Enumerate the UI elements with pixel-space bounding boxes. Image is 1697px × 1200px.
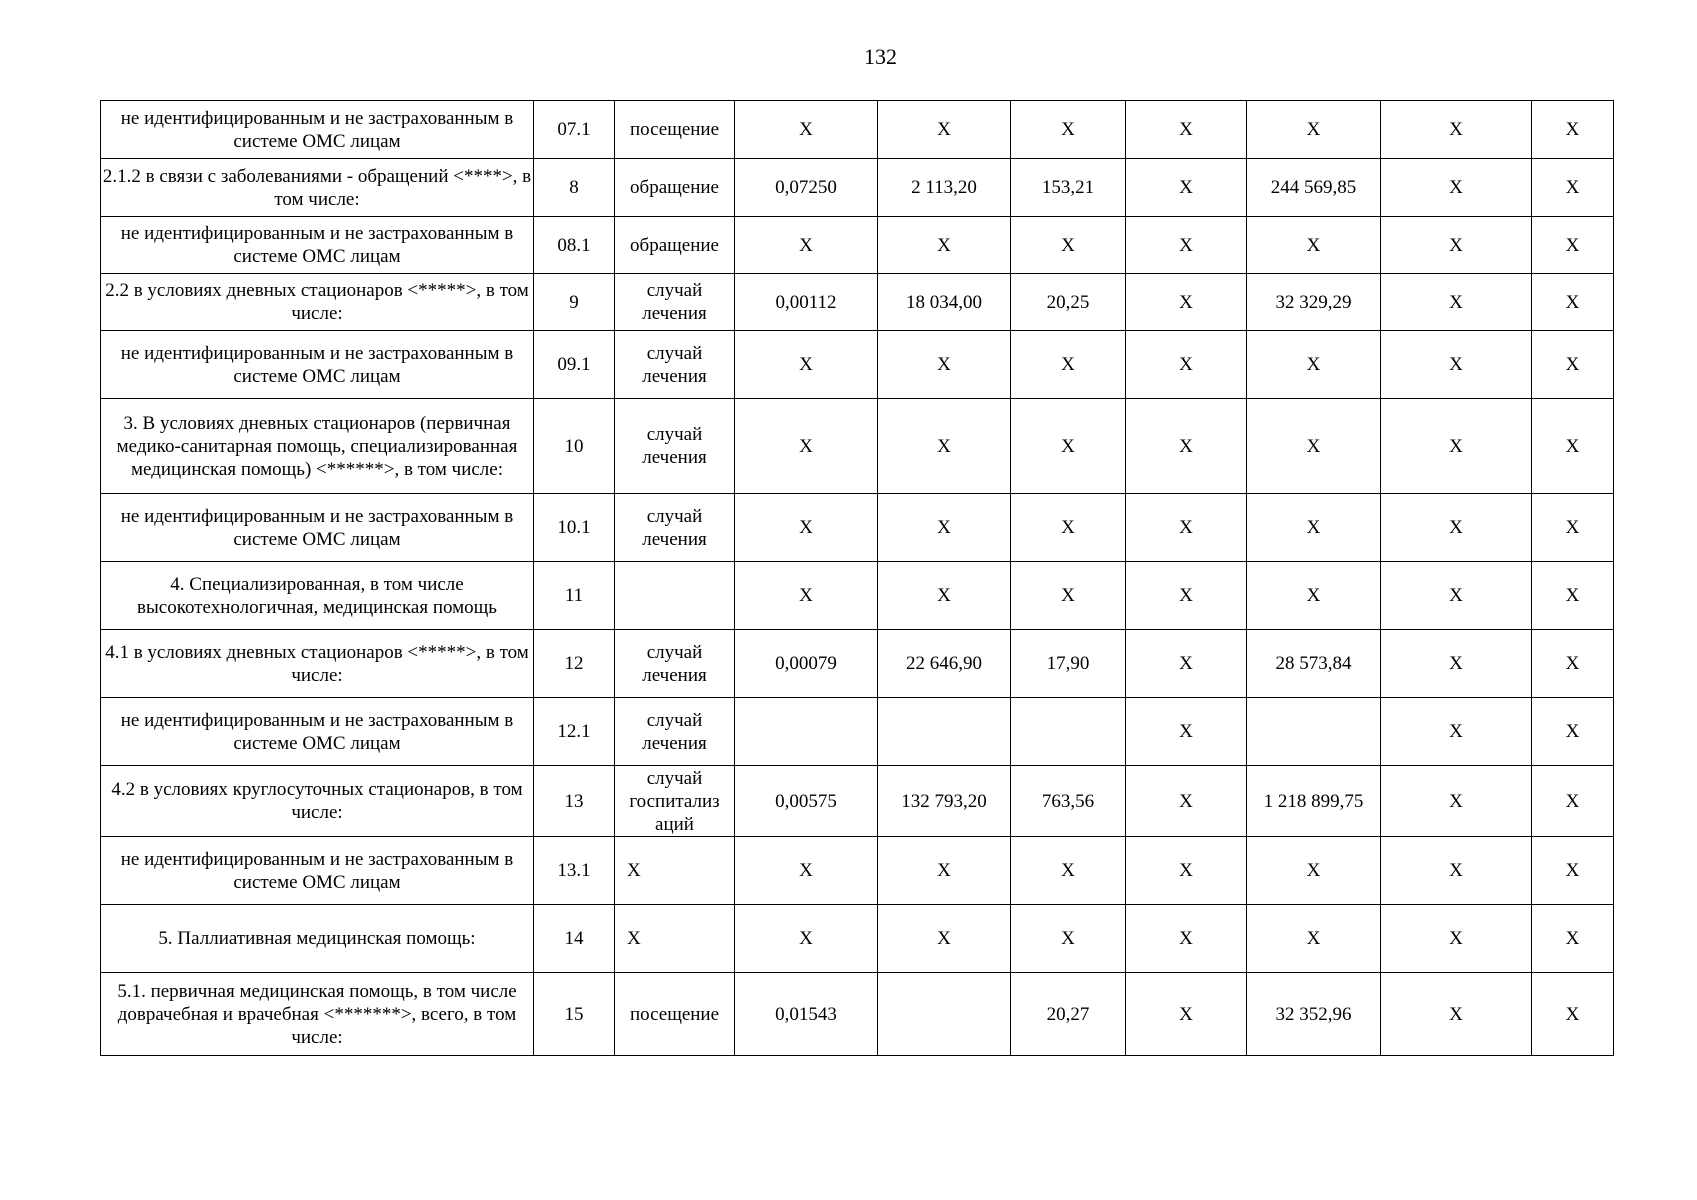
row-code: 13.1: [534, 837, 615, 905]
table-row: [101, 905, 1614, 973]
row-unit: посещение: [615, 973, 735, 1056]
cell-col1: Х: [735, 101, 878, 159]
cell-col1: [735, 698, 878, 766]
cell-col7: Х: [1532, 973, 1614, 1056]
row-description: 3. В условиях дневных стационаров (первичная медико-санитарная помощь, специализированная медицинская помощь) <******>, в том числе:: [101, 399, 534, 494]
row-description: 5.1. первичная медицинская помощь, в том числе доврачебная и врачебная <*******>, всего, в том числе:: [101, 973, 534, 1056]
cell-col1: Х: [735, 399, 878, 494]
cell-col5: Х: [1247, 217, 1381, 274]
cell-col7: Х: [1532, 494, 1614, 562]
cell-col3: Х: [1011, 905, 1126, 973]
row-unit: случай лечения: [615, 698, 735, 766]
row-code: 08.1: [534, 217, 615, 274]
cell-col2: Х: [878, 905, 1011, 973]
row-code: 07.1: [534, 101, 615, 159]
cell-col7: Х: [1532, 274, 1614, 331]
cell-col3: Х: [1011, 837, 1126, 905]
cell-col4: Х: [1126, 217, 1247, 274]
cell-col5: Х: [1247, 101, 1381, 159]
table-row: [101, 399, 1614, 494]
cell-col4: Х: [1126, 698, 1247, 766]
cell-col5: 32 329,29: [1247, 274, 1381, 331]
cell-col4: Х: [1126, 331, 1247, 399]
cell-col3: Х: [1011, 399, 1126, 494]
cell-col4: Х: [1126, 101, 1247, 159]
table-row: [101, 159, 1614, 217]
cell-col5: 32 352,96: [1247, 973, 1381, 1056]
cell-col3: 20,25: [1011, 274, 1126, 331]
table-row: [101, 101, 1614, 159]
cell-col6: Х: [1381, 274, 1532, 331]
row-unit: обращение: [615, 217, 735, 274]
row-code: 9: [534, 274, 615, 331]
row-description: не идентифицированным и не застрахованным в системе ОМС лицам: [101, 331, 534, 399]
cell-col6: Х: [1381, 837, 1532, 905]
cell-col1: 0,07250: [735, 159, 878, 217]
row-description: 4.2 в условиях круглосуточных стационаров, в том числе:: [101, 766, 534, 837]
row-unit: [615, 562, 735, 630]
row-description: 2.1.2 в связи с заболеваниями - обращений <****>, в том числе:: [101, 159, 534, 217]
row-code: 8: [534, 159, 615, 217]
cell-col4: Х: [1126, 905, 1247, 973]
cell-col6: Х: [1381, 331, 1532, 399]
cell-col6: Х: [1381, 217, 1532, 274]
row-unit: случай лечения: [615, 399, 735, 494]
cell-col4: Х: [1126, 274, 1247, 331]
cell-col7: Х: [1532, 766, 1614, 837]
table-row: [101, 766, 1614, 837]
row-description: не идентифицированным и не застрахованным в системе ОМС лицам: [101, 698, 534, 766]
cell-col1: Х: [735, 494, 878, 562]
cell-col5: 244 569,85: [1247, 159, 1381, 217]
cell-col5: Х: [1247, 399, 1381, 494]
cell-col4: Х: [1126, 399, 1247, 494]
cell-col5: Х: [1247, 562, 1381, 630]
cell-col6: Х: [1381, 101, 1532, 159]
row-code: 12.1: [534, 698, 615, 766]
cell-col4: Х: [1126, 837, 1247, 905]
cell-col2: Х: [878, 331, 1011, 399]
cell-col7: Х: [1532, 399, 1614, 494]
cell-col2: 2 113,20: [878, 159, 1011, 217]
cell-col2: Х: [878, 562, 1011, 630]
row-description: 4. Специализированная, в том числе высокотехнологичная, медицинская помощь: [101, 562, 534, 630]
cell-col4: Х: [1126, 562, 1247, 630]
row-description: 5. Паллиативная медицинская помощь:: [101, 905, 534, 973]
cell-col5: Х: [1247, 494, 1381, 562]
table-row: [101, 837, 1614, 905]
cell-col2: [878, 698, 1011, 766]
row-code: 10: [534, 399, 615, 494]
row-unit: случай лечения: [615, 494, 735, 562]
cell-col5: Х: [1247, 905, 1381, 973]
row-unit: случай лечения: [615, 630, 735, 698]
cell-col7: Х: [1532, 159, 1614, 217]
cell-col5: Х: [1247, 331, 1381, 399]
cell-col4: Х: [1126, 630, 1247, 698]
cell-col7: Х: [1532, 331, 1614, 399]
row-code: 09.1: [534, 331, 615, 399]
cell-col6: Х: [1381, 766, 1532, 837]
row-description: не идентифицированным и не застрахованным в системе ОМС лицам: [101, 837, 534, 905]
cell-col1: 0,00575: [735, 766, 878, 837]
cell-col3: 20,27: [1011, 973, 1126, 1056]
cell-col2: 18 034,00: [878, 274, 1011, 331]
cell-col7: Х: [1532, 630, 1614, 698]
row-code: 10.1: [534, 494, 615, 562]
table-row: [101, 630, 1614, 698]
table-row: [101, 562, 1614, 630]
table-row: [101, 217, 1614, 274]
cell-col3: [1011, 698, 1126, 766]
cell-col6: Х: [1381, 698, 1532, 766]
cell-col2: Х: [878, 101, 1011, 159]
row-unit: Х: [615, 905, 735, 973]
cell-col5: Х: [1247, 837, 1381, 905]
cell-col7: Х: [1532, 698, 1614, 766]
cell-col2: Х: [878, 494, 1011, 562]
cell-col2: Х: [878, 399, 1011, 494]
cell-col3: Х: [1011, 494, 1126, 562]
cell-col7: Х: [1532, 837, 1614, 905]
cell-col2: 132 793,20: [878, 766, 1011, 837]
cell-col6: Х: [1381, 399, 1532, 494]
cell-col1: 0,00112: [735, 274, 878, 331]
cell-col7: Х: [1532, 217, 1614, 274]
row-unit: случай госпитализ аций: [615, 766, 735, 837]
row-code: 13: [534, 766, 615, 837]
cell-col3: Х: [1011, 217, 1126, 274]
cell-col6: Х: [1381, 905, 1532, 973]
row-code: 14: [534, 905, 615, 973]
row-code: 15: [534, 973, 615, 1056]
row-description: не идентифицированным и не застрахованным в системе ОМС лицам: [101, 217, 534, 274]
table-row: [101, 331, 1614, 399]
row-unit: посещение: [615, 101, 735, 159]
cell-col3: Х: [1011, 101, 1126, 159]
cell-col6: Х: [1381, 159, 1532, 217]
row-code: 12: [534, 630, 615, 698]
row-unit: Х: [615, 837, 735, 905]
cell-col6: Х: [1381, 630, 1532, 698]
cell-col4: Х: [1126, 159, 1247, 217]
cell-col1: 0,01543: [735, 973, 878, 1056]
row-unit: случай лечения: [615, 274, 735, 331]
data-table: [100, 100, 1614, 1056]
row-code: 11: [534, 562, 615, 630]
cell-col6: Х: [1381, 562, 1532, 630]
cell-col6: Х: [1381, 973, 1532, 1056]
cell-col2: Х: [878, 217, 1011, 274]
cell-col1: 0,00079: [735, 630, 878, 698]
cell-col3: Х: [1011, 331, 1126, 399]
row-description: не идентифицированным и не застрахованным в системе ОМС лицам: [101, 494, 534, 562]
cell-col2: [878, 973, 1011, 1056]
cell-col4: Х: [1126, 766, 1247, 837]
cell-col1: Х: [735, 837, 878, 905]
cell-col3: 763,56: [1011, 766, 1126, 837]
cell-col4: Х: [1126, 973, 1247, 1056]
page-number: 132: [864, 44, 897, 69]
cell-col2: Х: [878, 837, 1011, 905]
row-unit: случай лечения: [615, 331, 735, 399]
table-row: [101, 698, 1614, 766]
cell-col4: Х: [1126, 494, 1247, 562]
row-unit: обращение: [615, 159, 735, 217]
cell-col2: 22 646,90: [878, 630, 1011, 698]
cell-col1: Х: [735, 905, 878, 973]
row-description: 4.1 в условиях дневных стационаров <*****>, в том числе:: [101, 630, 534, 698]
cell-col7: Х: [1532, 562, 1614, 630]
cell-col3: Х: [1011, 562, 1126, 630]
table-row: [101, 274, 1614, 331]
cell-col7: Х: [1532, 101, 1614, 159]
cell-col3: 153,21: [1011, 159, 1126, 217]
row-description: не идентифицированным и не застрахованным в системе ОМС лицам: [101, 101, 534, 159]
cell-col5: 1 218 899,75: [1247, 766, 1381, 837]
cell-col1: Х: [735, 217, 878, 274]
cell-col1: Х: [735, 331, 878, 399]
cell-col7: Х: [1532, 905, 1614, 973]
table-row: [101, 973, 1614, 1056]
row-description: 2.2 в условиях дневных стационаров <*****>, в том числе:: [101, 274, 534, 331]
cell-col3: 17,90: [1011, 630, 1126, 698]
cell-col5: [1247, 698, 1381, 766]
table-row: [101, 494, 1614, 562]
cell-col1: Х: [735, 562, 878, 630]
cell-col5: 28 573,84: [1247, 630, 1381, 698]
cell-col6: Х: [1381, 494, 1532, 562]
